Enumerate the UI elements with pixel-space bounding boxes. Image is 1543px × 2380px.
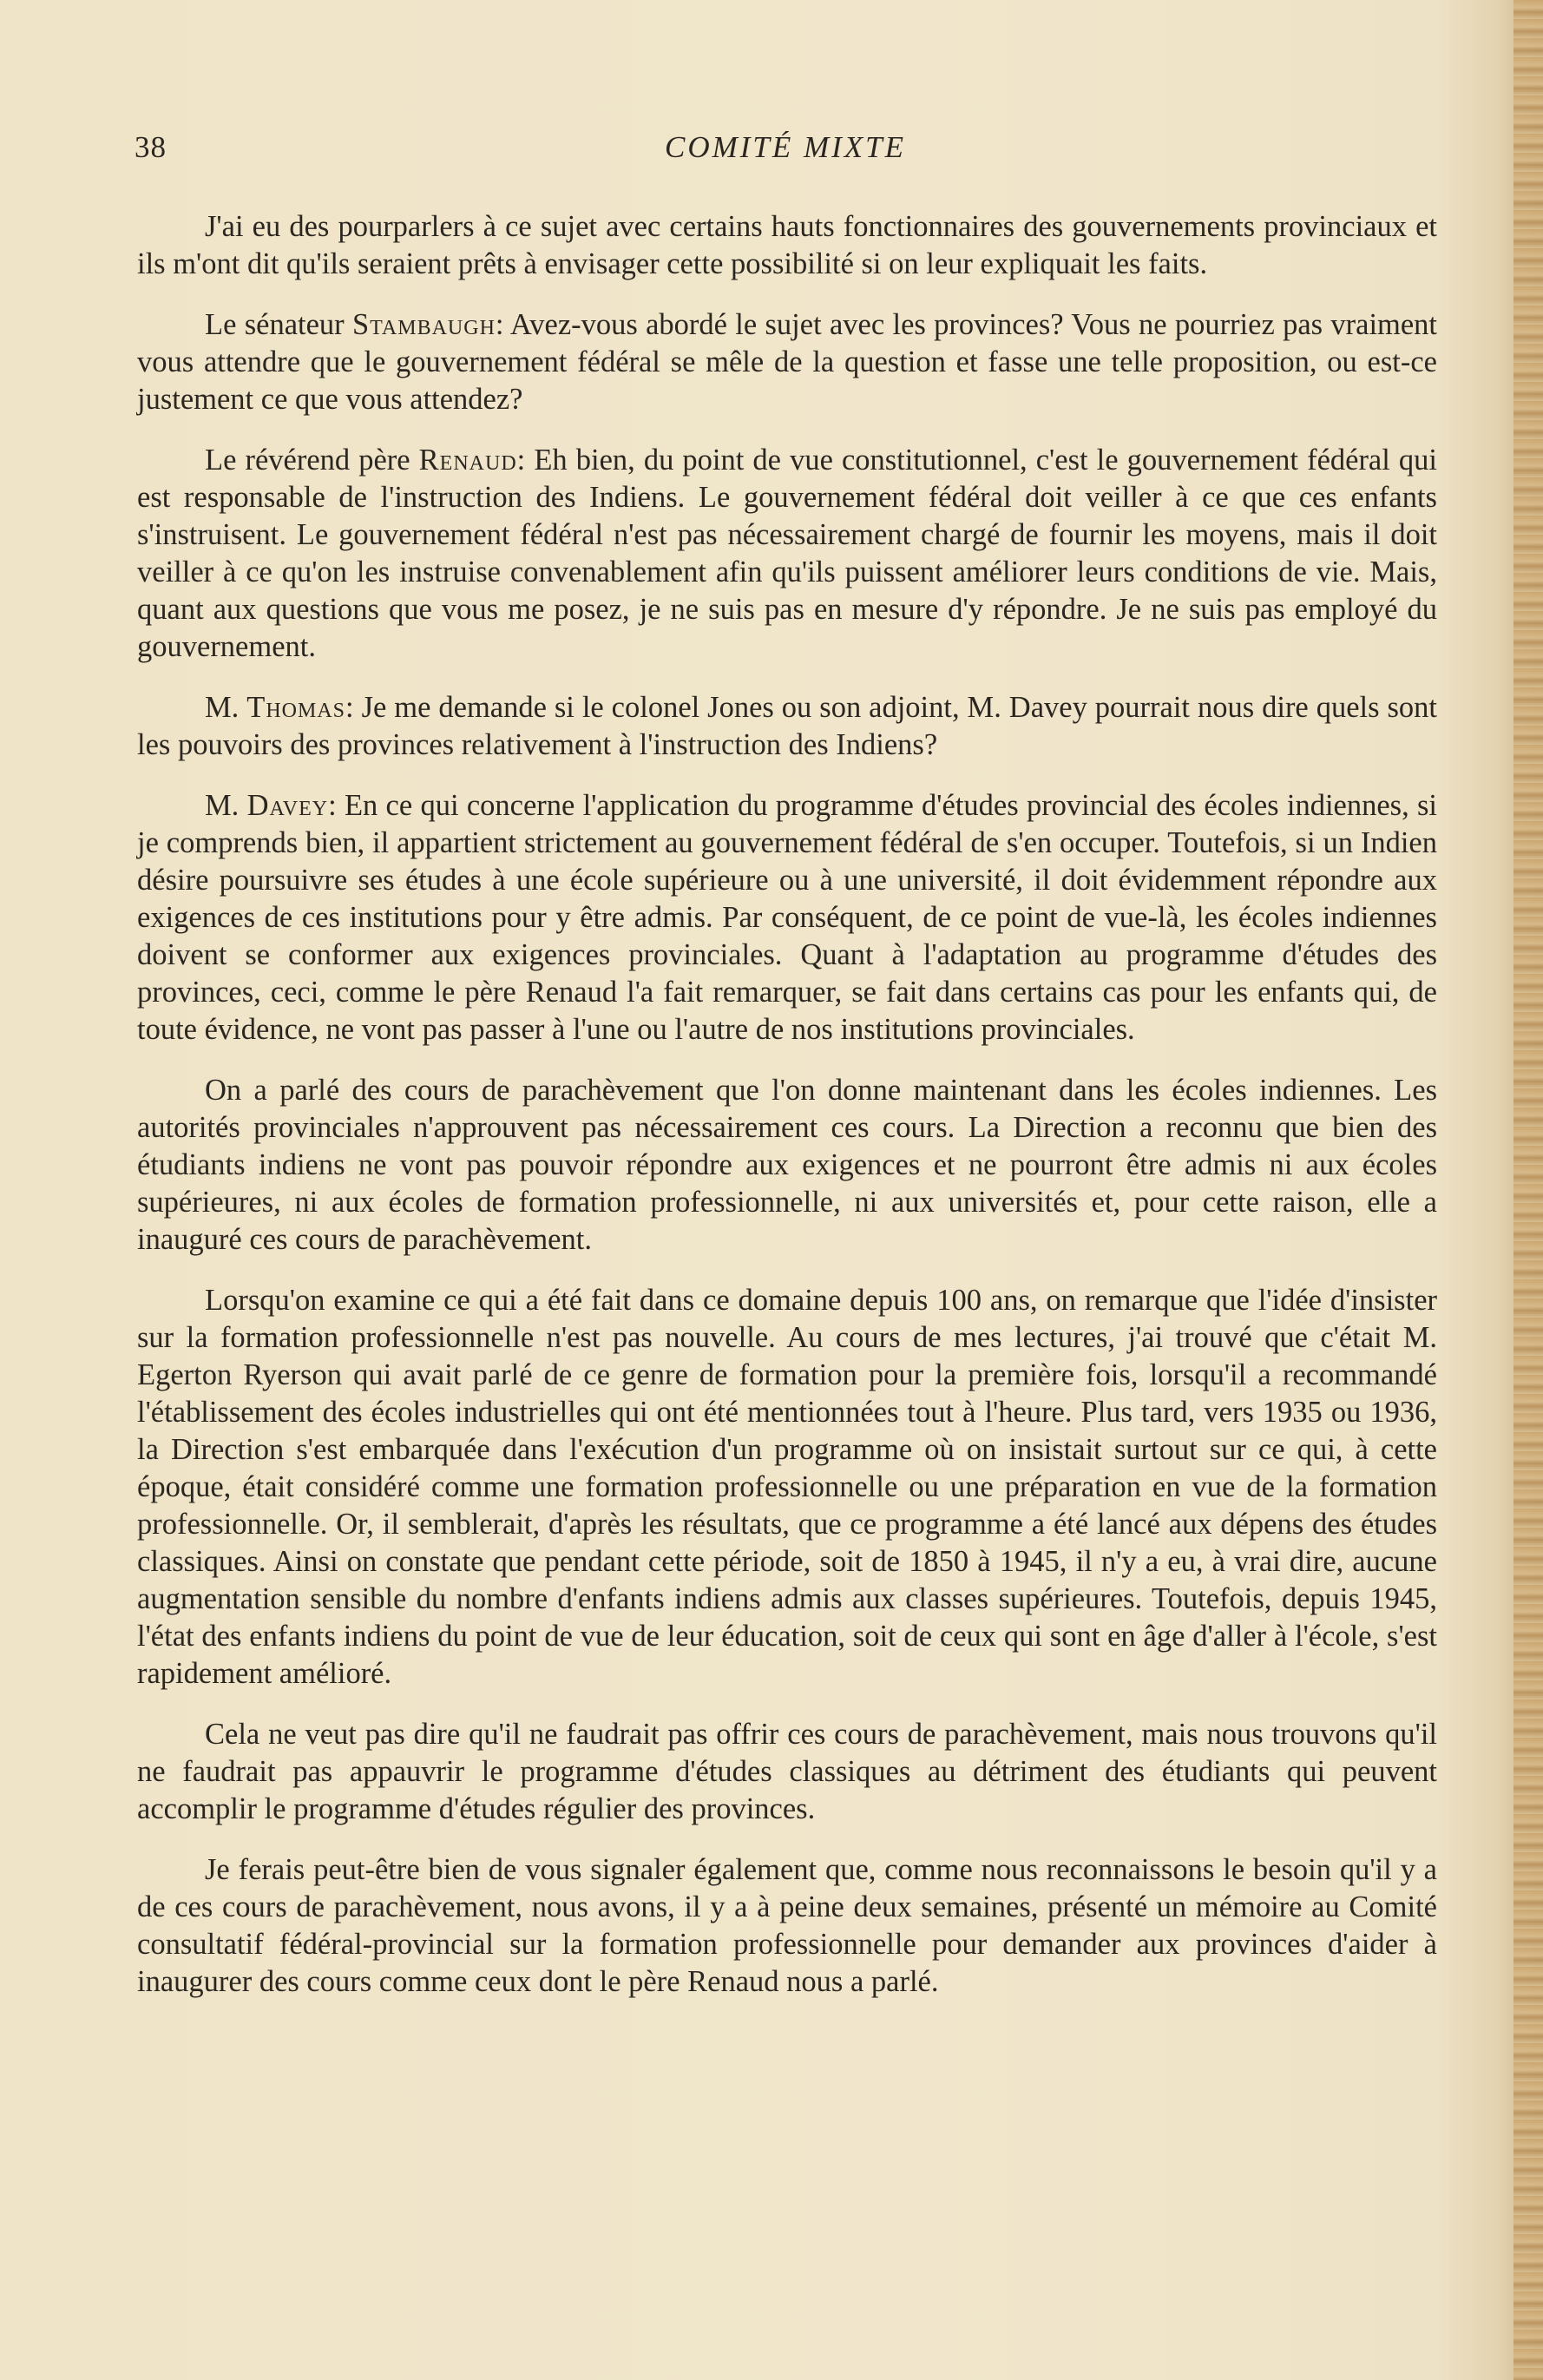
paragraph-text: : Eh bien, du point de vue constitutionnel, c'est le gouvernement fédéral qui est responsable de l'instruction des Indiens. Le gouvernement fédéral doit veiller à ce que ces enfants s'instruisent. Le gouvernement fédéral n'est pas nécessairement chargé de fournir les moyens, mais il doit veiller à ce qu'on les instruise convenablement afin qu'ils puissent améliorer leurs conditions de vie. Mais, quant aux questions que vous me posez, je ne suis pas en mesure d'y répondre. Je ne suis pas employé du gouvernement. [137,444,1437,663]
speaker-name: Thomas [246,691,346,724]
paragraph-text: : En ce qui concerne l'application du programme d'études provincial des écoles indiennes, si je comprends bien, il appartient strictement au gouvernement fédéral de s'en occuper. Toutefois, si un Indien désire poursuivre ses études à une école supérieure ou à une université, il doit évidemment répondre aux exigences de ces institutions pour y être admis. Par conséquent, de ce point de vue-là, les écoles indiennes doivent se conformer aux exigences provinciales. Quant à l'adaptation au programme d'études des provinces, ceci, comme le père Renaud l'a fait remarquer, se fait dans certains cas pour les enfants qui, de toute évidence, ne vont pas passer à l'une ou l'autre de nos institutions provinciales. [137,789,1437,1046]
paragraph-text: Je ferais peut-être bien de vous signaler également que, comme nous reconnaissons le besoin qu'il y a de ces cours de parachèvement, nous avons, il y a à peine deux semaines, présenté un mémoire au Comité consultatif fédéral-provincial sur la formation professionnelle pour demander aux provinces d'aider à inaugurer des cours comme ceux dont le père Renaud nous a parlé. [137,1853,1437,1998]
paragraph-text: : Avez-vous abordé le sujet avec les provinces? Vous ne pourriez pas vraiment vous attendre que le gouvernement fédéral se mêle de la question et fasse une telle proposition, ou est-ce justement ce que vous attendez? [137,308,1438,416]
paragraph [137,1851,1437,2001]
running-head-title: COMITÉ MIXTE [664,130,907,164]
paragraph [137,1282,1437,1693]
paragraph [137,442,1437,666]
paragraph [137,689,1437,764]
paragraph [137,787,1437,1049]
paragraph-text: Lorsqu'on examine ce qui a été fait dans ce domaine depuis 100 ans, on remarque que l'idée d'insister sur la formation professionnelle n'est pas nouvelle. Au cours de mes lectures, j'ai trouvé que c'était M. Egerton Ryerson qui avait parlé de ce genre de formation pour la première fois, lorsqu'il a recommandé l'établissement des écoles industrielles qui ont été mentionnées tout à l'heure. Plus tard, vers 1935 ou 1936, la Direction s'est embarquée dans l'exécution d'un programme où on insistait surtout sur ce qui, à cette époque, était considéré comme une formation professionnelle ou une préparation en vue de la formation professionnelle. Or, il semblerait, d'après les résultats, que ce programme a été lancé aux dépens des études classiques. Ainsi on constate que pendant cette période, soit de 1850 à 1945, il n'y a eu, à vrai dire, aucune augmentation sensible du nombre d'enfants indiens admis aux classes supérieures. Toutefois, depuis 1945, l'état des enfants indiens du point de vue de leur éducation, soit de ceux qui sont en âge d'aller à l'école, s'est rapidement amélioré. [137,1284,1437,1690]
speaker-prefix: M. [205,789,247,822]
speaker-name: Renaud [418,444,517,477]
paragraph-text: Cela ne veut pas dire qu'il ne faudrait pas offrir ces cours de parachèvement, mais nous trouvons qu'il ne faudrait pas appauvrir le programme d'études classiques au détriment des étudiants qui peuvent accomplir le programme d'études régulier des provinces. [137,1718,1437,1825]
body-text [137,208,1437,2024]
paragraph-text: J'ai eu des pourparlers à ce sujet avec certains hauts fonctionnaires des gouvernements provinciaux et ils m'ont dit qu'ils seraient prêts à envisager cette possibilité si on leur expliquait les faits. [137,210,1437,280]
speaker-prefix: Le sénateur [205,308,352,341]
paragraph [137,306,1437,418]
speaker-prefix: Le révérend père [205,444,419,477]
page-edge [1513,0,1543,2380]
speaker-name: Davey [246,789,329,822]
speaker-prefix: M. [205,691,247,724]
speaker-name: Stambaugh [351,308,496,341]
paragraph [137,1072,1437,1259]
page-number: 38 [135,130,167,164]
paragraph [137,208,1437,283]
page-header [135,130,1436,174]
paragraph-text: On a parlé des cours de parachèvement que l'on donne maintenant dans les écoles indiennes. Les autorités provinciales n'approuvent pas nécessairement ces cours. La Direction a reconnu que bien des étudiants indiens ne vont pas pouvoir répondre aux exigences et ne pourront être admis ni aux écoles supérieures, ni aux écoles de formation professionnelle, ni aux universités et, pour cette raison, elle a inauguré ces cours de parachèvement. [137,1074,1437,1256]
paragraph [137,1716,1437,1828]
paragraph-text: : Je me demande si le colonel Jones ou son adjoint, M. Davey pourrait nous dire quels sont les pouvoirs des provinces relativement à l'instruction des Indiens? [137,691,1437,761]
